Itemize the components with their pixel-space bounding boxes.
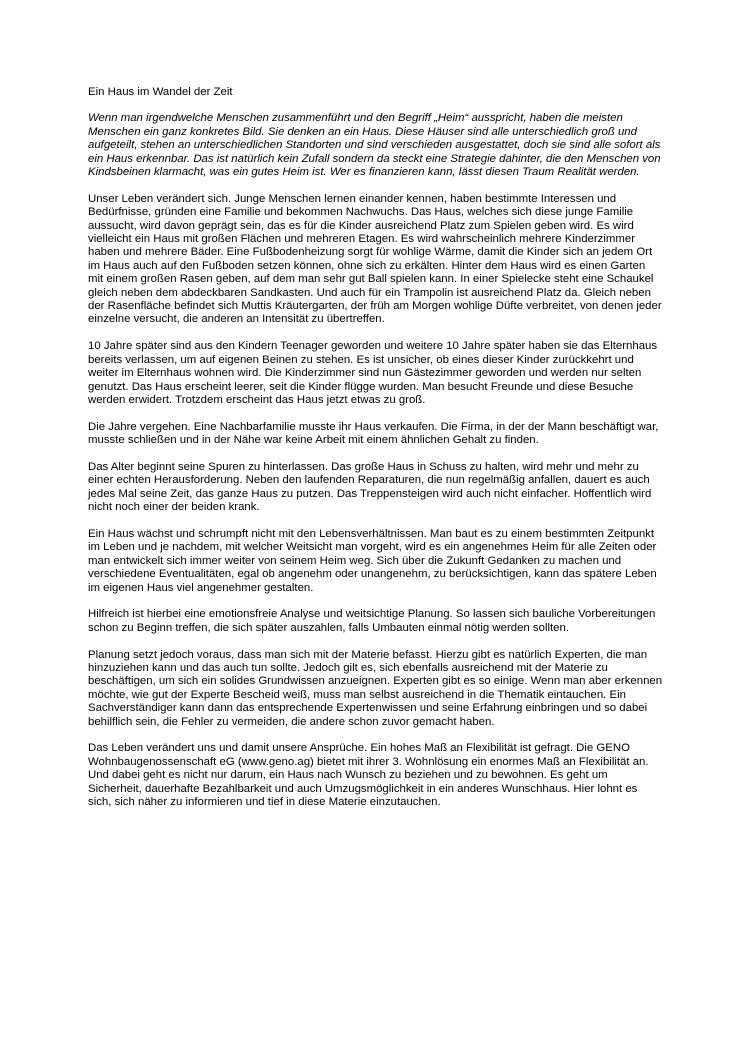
intro-paragraph: Wenn man irgendwelche Menschen zusammenführt und den Begriff „Heim“ ausspricht, haben die meisten Menschen ein ganz konkretes Bild. Sie denken an ein Haus. Diese Häuser sind alle unterschiedlich groß und aufgeteilt, stehen an unterschiedlichen Standorten und sind verschieden ausgestattet, doch sie sind alle sofort als ein Haus erkennbar. Das ist natürlich kein Zufall sondern da steckt eine Strategie dahinter, die den Menschen von Kindsbeinen klarmacht, was ein gutes Heim ist. Wer es finanzieren kann, lässt diesen Traum Realität werden. (88, 112, 661, 179)
body-paragraph-4: Das Alter beginnt seine Spuren zu hinterlassen. Das große Haus in Schuss zu halten, wird mehr und mehr zu einer echten Herausforderung. Neben den laufenden Reparaturen, die nun regelmäßig anfallen, dauert es auch jedes Mal seine Zeit, das ganze Haus zu putzen. Das Treppensteigen wird auch nicht einfacher. Hoffentlich wird nicht noch einer der beiden krank. (88, 460, 652, 514)
body-paragraph-1: Unser Leben verändert sich. Junge Menschen lernen einander kennen, haben bestimmte Interessen und Bedürfnisse, gründen eine Familie und bekommen Nachwuchs. Das Haus, welches sich diese junge Familie aussucht, wird davon geprägt sein, das es für die Kinder ausreichend Platz zum Spielen geben wird. Es wird vielleicht ein Haus mit großen Flächen und mehreren Etagen. Es wird wahrscheinlich mehrere Kinderzimmer haben und mehrere Bäder. Eine Fußbodenheizung sorgt für wohlige Wärme, damit die Kinder sich an jedem Ort im Haus auch auf den Fußboden setzen können, ohne sich zu erkälten. Hinter dem Haus wird es einen Garten mit einem großen Rasen geben, auf dem man sehr gut Ball spielen kann. In einer Spielecke steht eine Schaukel gleich neben dem abdeckbaren Sandkasten. Und auch für ein Trampolin ist ausreichend Platz da. Gleich neben der Rasenfläche befindet sich Muttis Kräutergarten, der früh am Morgen wohlige Düfte verbreitet, von denen jeder einzelne versucht, die anderen an Intensität zu übertreffen. (88, 192, 662, 326)
body-paragraph-2: 10 Jahre später sind aus den Kindern Teenager geworden und weitere 10 Jahre später haben sie das Elternhaus bereits verlassen, um auf eigenen Beinen zu stehen. Es ist unsicher, ob eines dieser Kinder zurückkehrt und weiter im Elternhaus wohnen wird. Die Kinderzimmer sind nun Gästezimmer geworden und werden nur selten genutzt. Das Haus erscheint leerer, seit die Kinder flügge wurden. Man besucht Freunde und diese Besuche werden erwidert. Trotzdem erscheint das Haus jetzt etwas zu groß. (88, 340, 658, 406)
body-paragraph-6: Hilfreich ist hierbei eine emotionsfreie Analyse und weitsichtige Planung. So lassen sich bauliche Vorbereitungen schon zu Beginn treffen, die sich später auszahlen, falls Umbauten einmal nötig werden sollten. (88, 608, 656, 634)
document-title: Ein Haus im Wandel der Zeit (88, 86, 233, 98)
body-paragraph-8: Das Leben verändert uns und damit unsere Ansprüche. Ein hohes Maß an Flexibilität ist gefragt. Die GENO Wohnbaugenossenschaft eG (www.geno.ag) bietet mit ihrer 3. Wohnlösung ein enormes Maß an Flexibilität an. Und dabei geht es nicht nur darum, ein Haus nach Wunsch zu beziehen und zu bewohnen. Es geht um Sicherheit, dauerhafte Bezahlbarkeit und auch Umzugsmöglichkeit in ein anderes Wunschhaus. Hier lohnt es sich, sich näher zu informieren und tief in diese Materie einzutauchen. (88, 742, 649, 808)
body-paragraph-7: Planung setzt jedoch voraus, dass man sich mit der Materie befasst. Hierzu gibt es natürlich Experten, die man hinzuziehen kann und das auch tun sollte. Jedoch gilt es, sich ebenfalls ausreichend mit der Materie zu beschäftigen, um sich ein solides Grundwissen anzueignen. Experten gibt es so einige. Wenn man aber erkennen möchte, wie gut der Experte Bescheid weiß, muss man selbst ausreichend in die Thematik eintauchen. Ein Sachverständiger kann dann das entsprechende Expertenwissen und seine Erfahrung einbringen und so dabei behilflich sein, die Fehler zu vermeiden, die andere schon zuvor gemacht haben. (88, 648, 663, 728)
body-paragraph-5: Ein Haus wächst und schrumpft nicht mit den Lebensverhältnissen. Man baut es zu einem bestimmten Zeitpunkt im Leben und je nachdem, mit welcher Weitsicht man vorgeht, wird es ein angenehmes Heim für alle Zeiten oder man entwickelt sich immer weiter von seinem Heim weg. Sich über die Zukunft Gedanken zu machen und verschiedene Eventualitäten, egal ob angenehm oder unangenehm, zu berücksichtigen, kann das spätere Leben im eigenen Haus viel angenehmer gestalten. (88, 527, 657, 594)
body-paragraph-3: Die Jahre vergehen. Eine Nachbarfamilie musste ihr Haus verkaufen. Die Firma, in der der Mann beschäftigt war, musste schließen und in der Nähe war keine Arbeit mit einem ähnlichen Gehalt zu finden. (88, 420, 659, 447)
document-page (88, 86, 663, 823)
